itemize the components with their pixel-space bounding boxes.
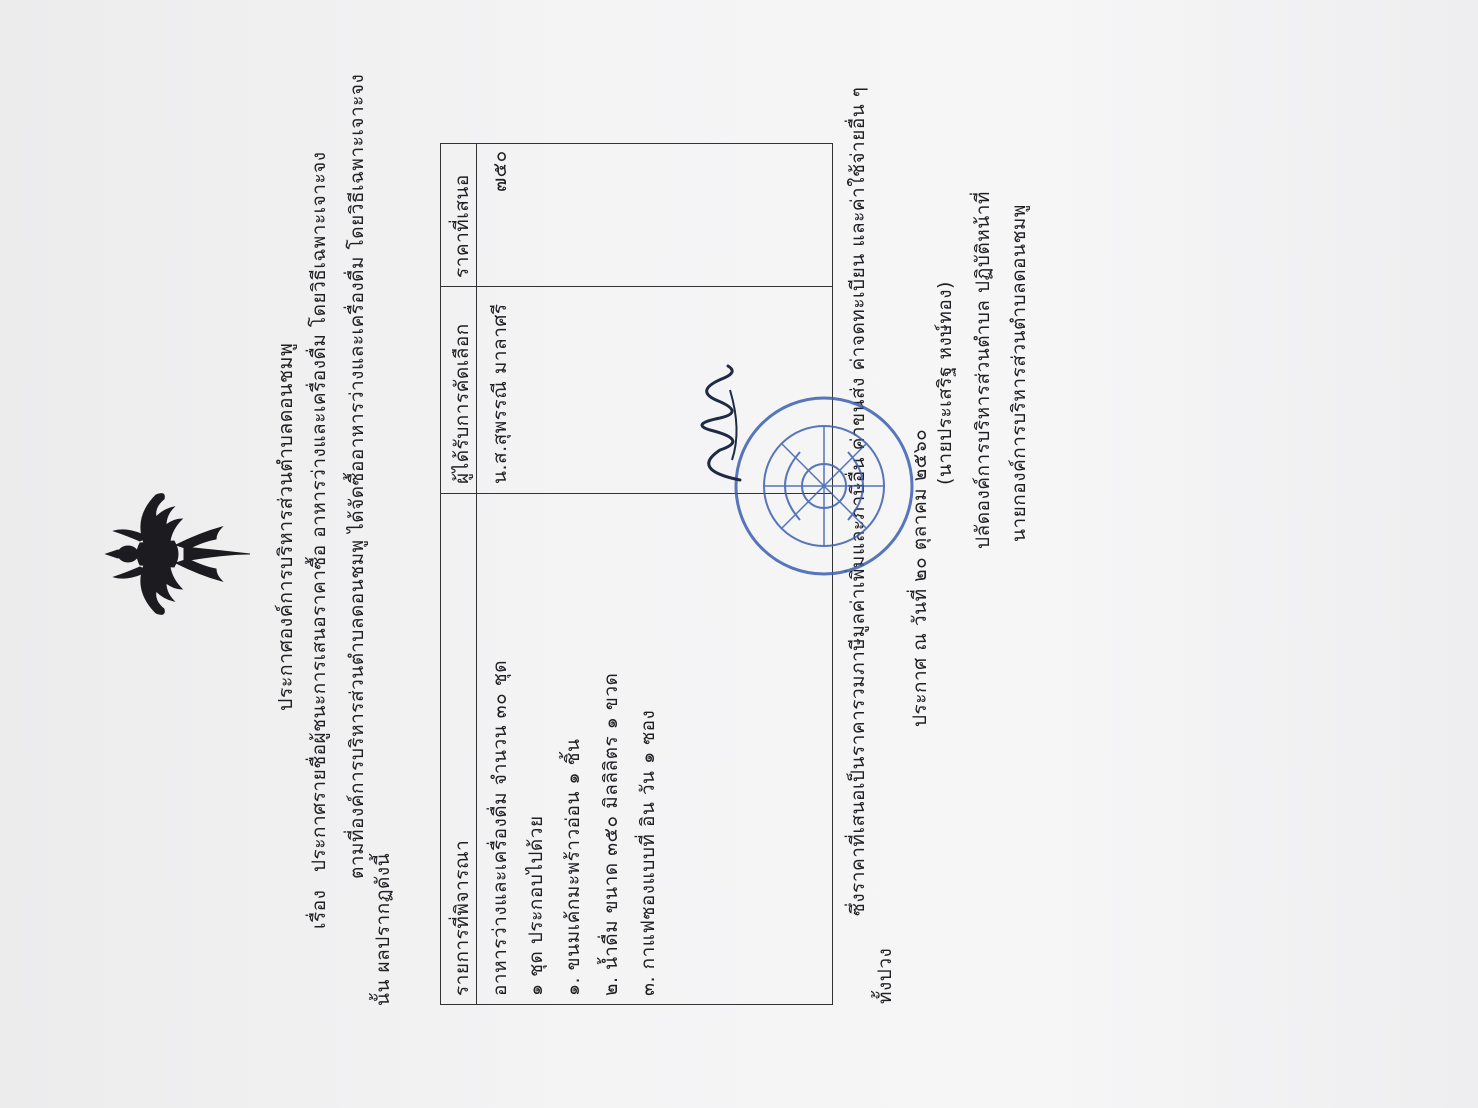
header-items: รายการที่พิจารณา <box>451 839 473 996</box>
announcement-date: ประกาศ ณ วันที่ ๒๐ ตุลาคม ๒๕๖๐ <box>909 428 931 727</box>
announcement-heading: ประกาศองค์การบริหารส่วนตำบลดอนชมพู <box>274 342 297 711</box>
item-line: อาหารว่างและเครื่องดื่ม จำนวน ๓๐ ชุด <box>489 659 511 996</box>
paragraph1-line2: นั้น ผลปรากฏดังนี้ <box>372 852 394 1006</box>
garuda-emblem <box>104 486 252 621</box>
header-price: ราคาที่เสนอ <box>451 174 473 278</box>
offer-price: ๗๕๐ <box>489 150 511 192</box>
table-column-divider <box>441 286 832 287</box>
paragraph2-line1: ซึ่งราคาที่เสนอเป็นราคารวมภาษีมูลค่าเพิ่มและภาษีอื่น ค่าขนส่ง ค่าจดทะเบียน และค่าใช้จ่ายอื่น ๆ <box>847 86 869 916</box>
signer-name: (นายประเสริฐ หงษ์ทอง) <box>934 281 956 485</box>
item-line: ๒. น้ำดื่ม ขนาด ๓๕๐ มิลลิลิตร ๑ ขวด <box>600 672 622 996</box>
handwritten-signature <box>680 360 760 490</box>
item-line: ๑ ชุด ประกอบไปด้วย <box>525 815 547 996</box>
signer-title-line1: ปลัดองค์การบริหารส่วนตำบล ปฏิบัติหน้าที่ <box>972 191 994 549</box>
header-winner: ผู้ได้รับการคัดเลือก <box>451 323 473 484</box>
signer-title-line2: นายกองค์การบริหารส่วนตำบลดอนชมพู <box>1008 204 1030 542</box>
item-line: ๑. ขนมเค้กมะพร้าวอ่อน ๑ ชิ้น <box>562 738 584 996</box>
winner-name: น.ส.สุพรรณี มาลาศรี <box>489 303 511 484</box>
paragraph1-line1: ตามที่องค์การบริหารส่วนตำบลดอนชมพู ได้จัดซื้ออาหารว่างและเครื่องดื่ม โดยวิธีเฉพาะเจาะจง <box>346 73 368 879</box>
subject-text: ประกาศรายชื่อผู้ชนะการเสนอราคาซื้อ อาหารว่างและเครื่องดื่ม โดยวิธีเฉพาะเจาะจง <box>308 151 330 872</box>
item-line: ๓. กาแฟซองแบบที่ อิน วัน ๑ ซอง <box>637 709 659 996</box>
subject-label: เรื่อง <box>308 889 330 929</box>
paragraph2-line2: ทั้งปวง <box>874 947 896 1004</box>
